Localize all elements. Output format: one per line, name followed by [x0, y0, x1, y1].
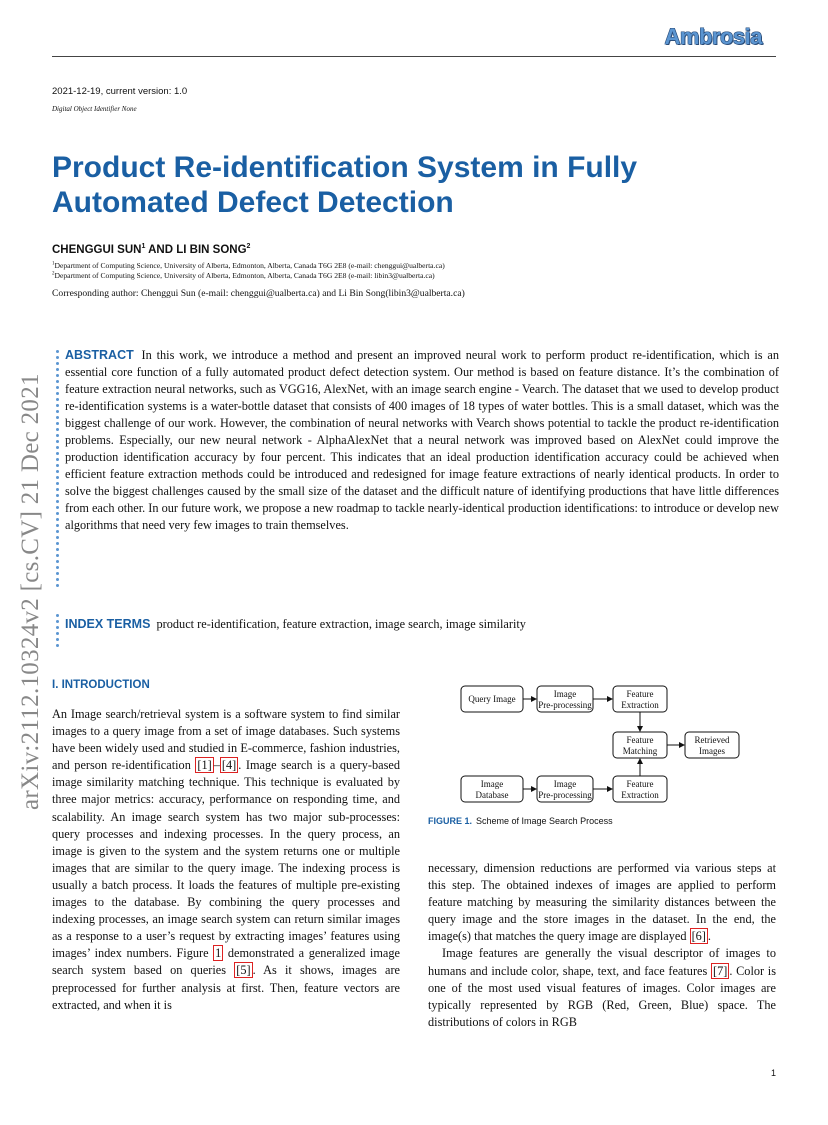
title-line-2: Automated Defect Detection: [52, 186, 454, 219]
figure-1-caption: [428, 816, 613, 826]
author-1-sup: 1: [141, 243, 146, 250]
node-query-image-label: Query Image: [468, 694, 516, 704]
node-preprocessing-1-label-1: Image: [553, 689, 577, 699]
paper-title: [52, 150, 752, 220]
node-preprocessing-2-label-1: Image: [553, 779, 577, 789]
node-retrieved-images-label-1: Retrieved: [694, 735, 730, 745]
author-1: CHENGGUI SUN: [52, 243, 142, 256]
corresponding-author: Corresponding author: Chenggui Sun (e-mail: chenggui@ualberta.ca) and Li Bin Song(libin3@ualberta.ca): [52, 288, 465, 299]
header-rule: [52, 56, 776, 57]
citation-link[interactable]: [7]: [712, 963, 728, 978]
citation-link[interactable]: [1]: [197, 758, 212, 773]
node-feature-extraction-1-label-2: Extraction: [621, 700, 659, 710]
abstract-text: In this work, we introduce a method and present an improved neural work to perform product re-identification, which is an essential core function of a fully automated product defect detection system. Our method is based on feature distance. It’s the combination of feature extraction neural networks, such as VGG16, AlexNet, with an image search engine - Vearch. The dataset that we used to develop product re-identification systems is a water-bottle dataset that consists of 400 images of 18 types of water bottles. This is a small dataset, which was the biggest challenge of our work. However, the combination of neural networks with Vearch shows potential to tackle the product re-identification problems. Especially, our new neural network - AlphaAlexNet that a neural network was improved based on AlexNet could improve the production identification accuracy by four percent. This indicates that an ideal production identification accuracy could be achieved when efficient feature extraction methods could be introduced and redesigned for image feature extractions of nearly identical products. In order to solve the biggest challenges caused by the small size of the dataset and the difficult nature of identifying productions that have little differences from each other. In our future work, we propose a new roadmap to tackle nearly-identical production identifications: to introduce or develop new algorithms that need very few images to train themselves.: [65, 348, 779, 532]
node-retrieved-images-label-2: Images: [699, 746, 725, 756]
section-heading-introduction: I. INTRODUCTION: [52, 679, 150, 691]
index-terms: [65, 617, 526, 632]
intro-paragraph-1: An Image search/retrieval system is a software system to find similar images to a query image from a set of image databases. Such systems have been widely used and studied in E-commerce, fashion industries, and person re-identification [1] – [4] . Image search is a query-based image similarity matching technique. This technique is evaluated by three major metrics: accuracy, performance on responding time, and scalability. An image search system has two major sub-processes: query processes and indexing processes. In the query process, an image is given to the system and the system returns one or multiple images that are similar to the query image. The indexing process is usually a batch process. It loads the features of multiple pre-existing images to the database. By combining the query processes and indexing processes, an image search system can return similar images as a response to a user’s request by extracting images’ features using images’ index numbers. Figure 1 demonstrated a generalized image search system based on queries [5] . As it shows, images are preprocessed for further analysis at first. Then, feature vectors are extracted, and when it is: [52, 707, 400, 1012]
abstract-label: ABSTRACT: [65, 348, 134, 362]
citation-link[interactable]: [5]: [236, 963, 251, 978]
affiliation-1-text: Department of Computing Science, University of Alberta, Edmonton, Alberta, Canada T6G 2E8 (e-mail: chenggui@ualberta.ca): [54, 261, 445, 270]
citation-link[interactable]: [4]: [221, 758, 237, 773]
intro-paragraph-3: Image features are generally the visual descriptor of images to humans and include color, shape, text, and face features [7] . Color is one of the most used visual features of images. Color images are typically represented by RGB (Red, Green, Blue) space. The distributions of colors in RGB: [428, 946, 776, 1029]
intro-paragraph-2: necessary, dimension reductions are performed via various steps at this step. The obtained indexes of images are applied to perform feature matching by measuring the similarity distances between the query image and the store images in the dataset. In the end, the image(s) that matches the query image are displayed [6] .: [428, 861, 776, 944]
figure-1-caption-text: Scheme of Image Search Process: [476, 816, 613, 826]
intro-column-left: [52, 706, 400, 1014]
node-image-database-label-2: Database: [475, 790, 509, 800]
version-line: 2021-12-19, current version: 1.0: [52, 86, 188, 97]
node-image-database-label-1: Image: [480, 779, 504, 789]
arxiv-stamp-text: arXiv:2112.10324v2 [cs.CV] 21 Dec 2021: [17, 373, 44, 810]
affiliation-2: [52, 271, 435, 280]
node-feature-extraction-1-label-1: Feature: [626, 689, 654, 699]
arxiv-stamp: [11, 290, 51, 810]
node-preprocessing-2-label-2: Pre-processing: [538, 790, 592, 800]
affiliation-2-text: Department of Computing Science, University of Alberta, Edmonton, Alberta, Canada T6G 2E8 (e-mail: libin3@ualberta.ca): [54, 271, 435, 280]
author-2-sup: 2: [246, 243, 251, 250]
author-line: [52, 243, 250, 256]
title-line-1: Product Re-identification System in Fully: [52, 151, 638, 184]
index-terms-text: product re-identification, feature extraction, image search, image similarity: [156, 617, 526, 631]
node-feature-matching-label-2: Matching: [622, 746, 658, 756]
figure-1-diagram: [455, 680, 755, 810]
abstract-dots-decoration: [56, 350, 59, 590]
affiliation-1-sup: 1: [52, 261, 55, 267]
page-number: 1: [770, 1068, 776, 1078]
index-terms-label: INDEX TERMS: [65, 617, 151, 631]
journal-logo: Ambrosia: [664, 24, 762, 49]
doi-line: Digital Object Identifier None: [52, 105, 137, 113]
figure-1-caption-label: FIGURE 1.: [428, 816, 473, 826]
index-terms-dots-decoration: [56, 614, 59, 650]
abstract-block: [65, 347, 779, 534]
affiliation-2-sup: 2: [52, 271, 55, 277]
intro-column-right: [428, 860, 776, 1031]
citation-link[interactable]: [6]: [691, 929, 706, 944]
node-feature-matching-label-1: Feature: [626, 735, 654, 745]
node-feature-extraction-2-label-1: Feature: [626, 779, 654, 789]
node-preprocessing-1-label-2: Pre-processing: [538, 700, 592, 710]
figure-link[interactable]: 1: [215, 946, 222, 961]
author-and: AND LI BIN SONG: [145, 243, 247, 256]
affiliation-1: [52, 261, 445, 270]
node-feature-extraction-2-label-2: Extraction: [621, 790, 659, 800]
